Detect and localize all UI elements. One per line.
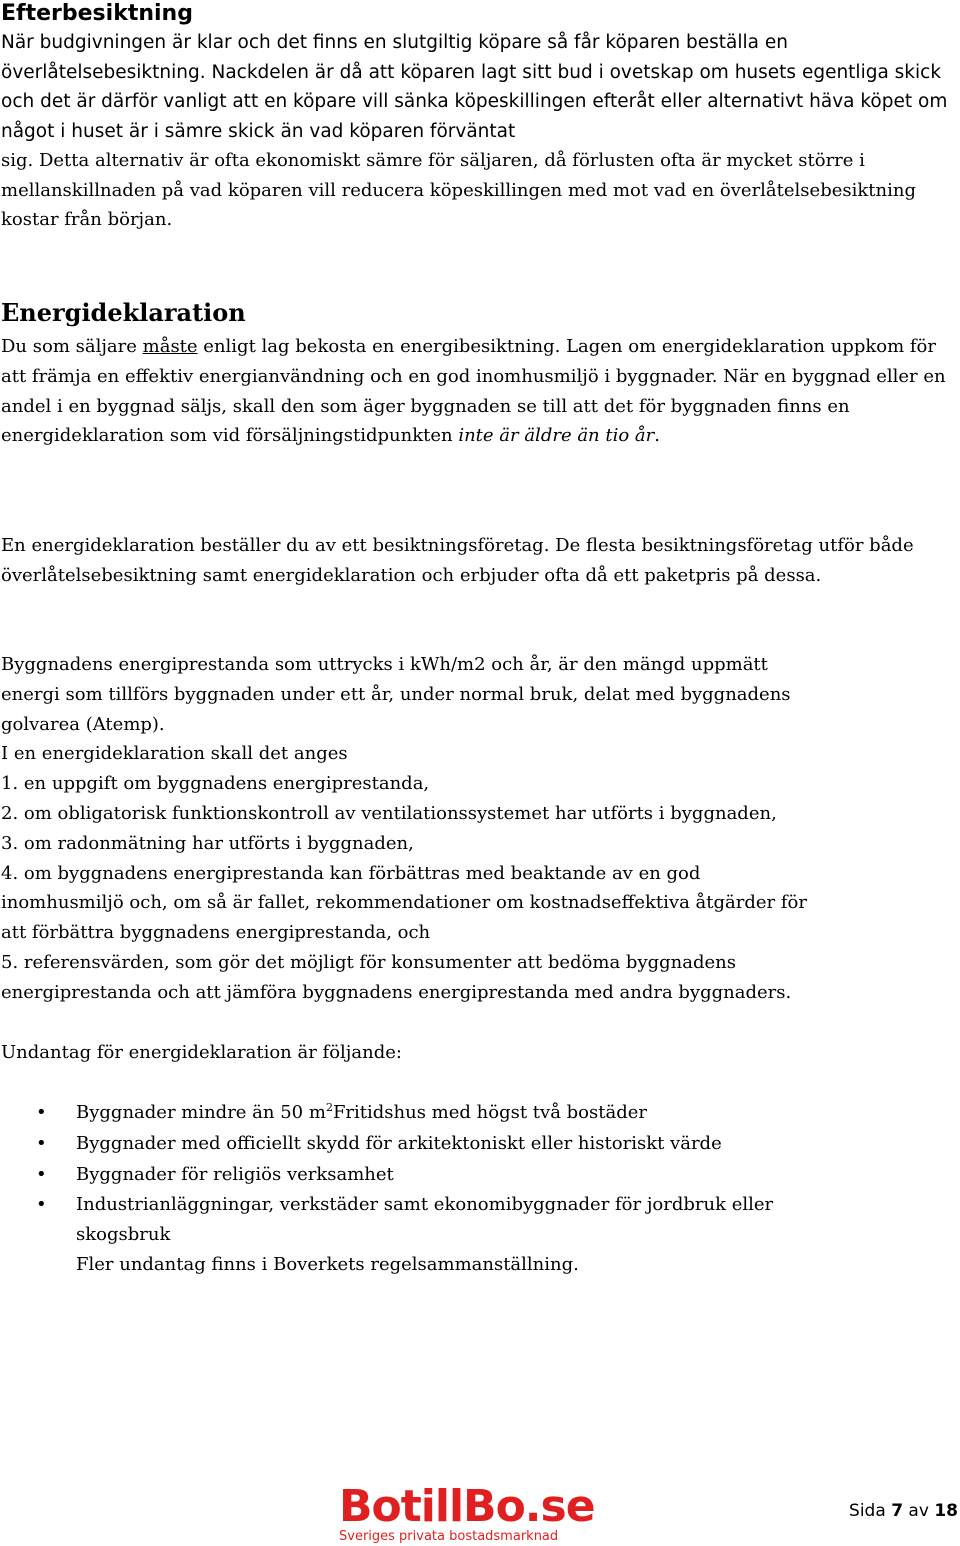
botillbo-logo [339, 1482, 599, 1546]
text-run: Fritidshus med högst två bostäder [332, 1102, 647, 1123]
list-item [0, 1190, 958, 1280]
superscript: 2 [325, 1101, 333, 1114]
paragraph-efterbesiktning-serif: sig. Detta alternativ är ofta ekonomiskt sämre för säljaren, då förlusten ofta är mycket större i mellanskillnaden på vad köparen vill reducera köpeskillingen med mot vad en överlåtelsebesiktning kostar från början. [1, 150, 916, 231]
text-line: golvarea (Atemp). [1, 713, 165, 735]
paragraph-energideklaration-law [1, 332, 959, 451]
section-heading-energideklaration: Energideklaration [1, 298, 246, 327]
text-run: Byggnader för religiös verksamhet [76, 1164, 394, 1185]
list-item [0, 1159, 958, 1190]
text-run: Du som säljare [1, 336, 143, 357]
underlined-word: måste [142, 336, 198, 357]
text-line: energiprestanda och att jämföra byggnadens energiprestanda med andra byggnaders. [1, 981, 792, 1003]
text-line: inomhusmiljö och, om så är fallet, rekommendationer om kostnadseffektiva åtgärder för [1, 892, 807, 914]
text-run: Byggnader med officiellt skydd för arkitektoniskt eller historiskt värde [76, 1133, 722, 1154]
text-run: skogsbruk [76, 1224, 171, 1245]
text-line: 2. om obligatorisk funktionskontroll av ventilationssystemet har utförts i byggnaden, [1, 802, 777, 824]
bullet-icon: • [36, 1102, 47, 1123]
bullet-icon: • [36, 1194, 47, 1215]
text-line: Byggnadens energiprestanda som uttrycks i kWh/m2 och år, är den mängd uppmätt [1, 654, 768, 675]
logo-tagline: Sveriges privata bostadsmarknad [339, 1529, 559, 1544]
page-current: 7 [891, 1501, 904, 1521]
text-line: 3. om radonmätning har utförts i byggnaden, [1, 832, 414, 854]
list-item [0, 1128, 958, 1159]
text-line: 4. om byggnadens energiprestanda kan förbättras med beaktande av en god [1, 862, 701, 884]
page-total: 18 [934, 1501, 958, 1521]
energy-performance-block [1, 650, 959, 1008]
page-prefix: Sida [849, 1501, 892, 1521]
logo-wordmark: BotillBo.se [339, 1482, 595, 1532]
section-heading-efterbesiktning: Efterbesiktning [1, 1, 193, 26]
text-line: energi som tillförs byggnaden under ett år, under normal bruk, delat med byggnadens [1, 683, 791, 705]
text-run: Industrianläggningar, verkstäder samt ekonomibyggnader för jordbruk eller [76, 1194, 774, 1215]
page-mid: av [903, 1501, 935, 1521]
page-number [849, 1500, 958, 1522]
bullet-icon: • [36, 1133, 47, 1154]
text-line: att förbättra byggnadens energiprestanda, och [1, 922, 431, 944]
text-run: Fler undantag finns i Boverkets regelsammanställning. [76, 1254, 579, 1275]
exceptions-intro: Undantag för energideklaration är följande: [1, 1042, 402, 1063]
text-line: 5. referensvärden, som gör det möjligt för konsumenter att bedöma byggnadens [1, 951, 736, 973]
text-run: Byggnader mindre än 50 m [76, 1102, 326, 1123]
italic-phrase: inte är äldre än tio år [458, 425, 655, 447]
bullet-icon: • [36, 1164, 47, 1185]
exceptions-list [0, 1097, 958, 1280]
text-line: 1. en uppgift om byggnadens energiprestanda, [1, 773, 430, 795]
text-run: enligt lag bekosta en energibesiktning. Lagen om energideklaration uppkom för att främja en effektiv energianvändning och en god inomhusmiljö i byggnader. När en byggnad eller en andel i en byggnad säljs, skall den som äger byggnaden se till att det för byggnaden finns en energideklaration som vid försäljningstidpunkten [1, 336, 946, 447]
text-run: . [654, 425, 660, 447]
paragraph-ordering: En energideklaration beställer du av ett besiktningsföretag. De flesta besiktningsföretag utför både överlåtelsebesiktning samt energideklaration och erbjuder ofta då ett paketpris på dessa. [1, 535, 914, 586]
list-item [0, 1097, 958, 1128]
text-line: I en energideklaration skall det anges [1, 743, 348, 765]
paragraph-efterbesiktning-sans: När budgivningen är klar och det finns en slutgiltig köpare så får köparen beställa en överlåtelsebesiktning. Nackdelen är då att köparen lagt sitt bud i ovetskap om husets egentliga skick och det är därför vanligt att en köpare vill sänka köpeskillingen efteråt eller alternativt häva köpet om något i huset är i sämre skick än vad köparen förväntat [1, 32, 948, 142]
